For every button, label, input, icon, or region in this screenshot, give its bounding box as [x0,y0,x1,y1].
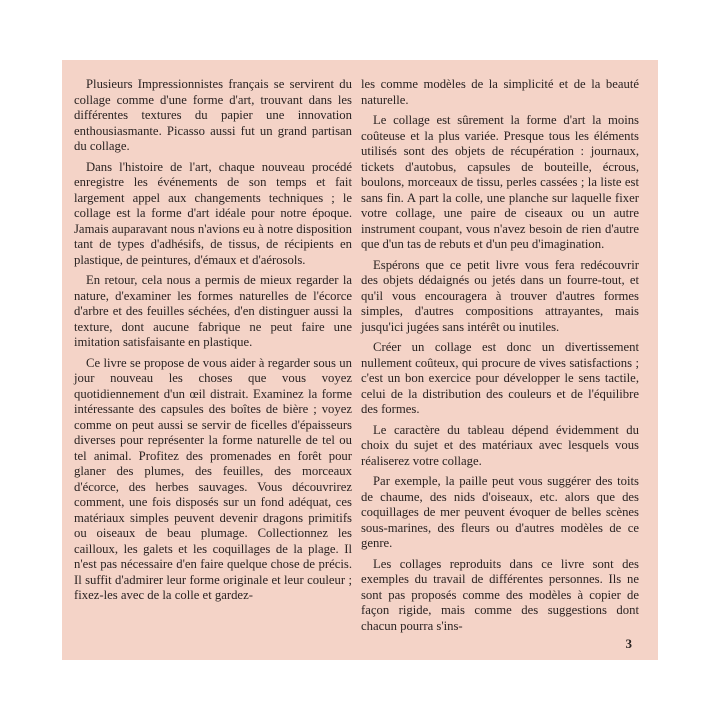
paragraph-cheap-art: Le collage est sûrement la forme d'art la moins coûteuse et la plus variée. Presque tous les éléments utilisés sont des objets de récupération : journaux, tickets d'autobus, capsules de bouteille, écrous, boulons, morceaux de tissu, perles cassées ; la liste est sans fin. A part la colle, une planche sur laquelle fixer votre collage, une paire de ciseaux ou un autre instrument coupant, vous n'avez besoin de rien d'autre que d'un tas de rebuts et d'un peu d'imagination. [361,113,639,251]
paragraph-art-history: Dans l'histoire de l'art, chaque nouveau procédé enregistre les événements de son temps et fait largement appel aux changements techniques ; le collage est la forme d'art idéale pour notre époque. Jamais auparavant nous n'avions eu à notre disposition tant de types d'adhésifs, de tissus, de récipients en plastique, de peintures, d'émaux et d'aérosols. [74,159,352,267]
paragraph-entertainment: Créer un collage est donc un divertissement nullement coûteux, qui procure de vives satisfactions ; c'est un bon exercice pour développer le sens tactile, celui de la distribution des couleurs et de l'équilibre des formes. [361,340,639,416]
paragraph-nature: En retour, cela nous a permis de mieux regarder la nature, d'examiner les formes naturelles de l'écorce d'arbre et des feuilles séchées, d'en distinguer aussi la texture, dont aucune fabrique ne peut faire une imitation satisfaisante en plastique. [74,273,352,349]
paragraph-character: Le caractère du tableau dépend évidemment du choix du sujet et des matériaux avec lesquels vous réaliserez votre collage. [361,422,639,468]
right-column [361,77,639,639]
page-number: 3 [625,636,632,651]
left-column [74,77,352,609]
paragraph-example: Par exemple, la paille peut vous suggérer des toits de chaume, des nids d'oiseaux, etc. alors que des coquillages de mer peuvent évoquer de belles scènes sous-marines, des fleurs ou d'autres modèles de ce genre. [361,474,639,550]
paragraph-reproductions: Les collages reproduits dans ce livre sont des exemples du travail de différentes personnes. Ils ne sont pas proposés comme des modèles à copier de façon rigide, mais comme des suggestions dont chacun pourra s'ins- [361,556,639,633]
paragraph-book-purpose: Ce livre se propose de vous aider à regarder sous un jour nouveau les choses que vous voyez quotidiennement d'un œil distrait. Examinez la forme intéressante des capsules des boîtes de bière ; voyez comme on peut aussi se servir de ficelles d'épaisseurs diverses pour représenter la forme naturelle de tel ou tel animal. Profitez des promenades en forêt pour glaner des plumes, des feuilles, des morceaux d'écorce, des herbes sauvages. Vous découvrirez comment, une fois disposés sur un fond adéquat, ces matériaux simples peuvent devenir dragons primitifs ou oiseaux de beau plumage. Collectionnez les cailloux, les galets et les coquillages de la plage. Il n'est pas nécessaire d'en faire quelque chose de précis. Il suffit d'admirer leur forme originale et leur couleur ; fixez-les avec de la colle et gardez- [74,355,352,602]
book-page [62,60,658,660]
paragraph-continuation: les comme modèles de la simplicité et de la beauté naturelle. [361,77,639,107]
paragraph-rediscover: Espérons que ce petit livre vous fera redécouvrir des objets dédaignés ou jetés dans un fourre-tout, et qu'il vous encouragera à trouver d'autres formes simples, d'autres compositions attrayantes, mais jusqu'ici jugées sans intérêt ou inutiles. [361,257,639,334]
paragraph-impressionists: Plusieurs Impressionnistes français se servirent du collage comme d'une forme d'art, trouvant dans les différentes textures du papier une innovation enthousiasmante. Picasso aussi fut un grand partisan du collage. [74,77,352,153]
